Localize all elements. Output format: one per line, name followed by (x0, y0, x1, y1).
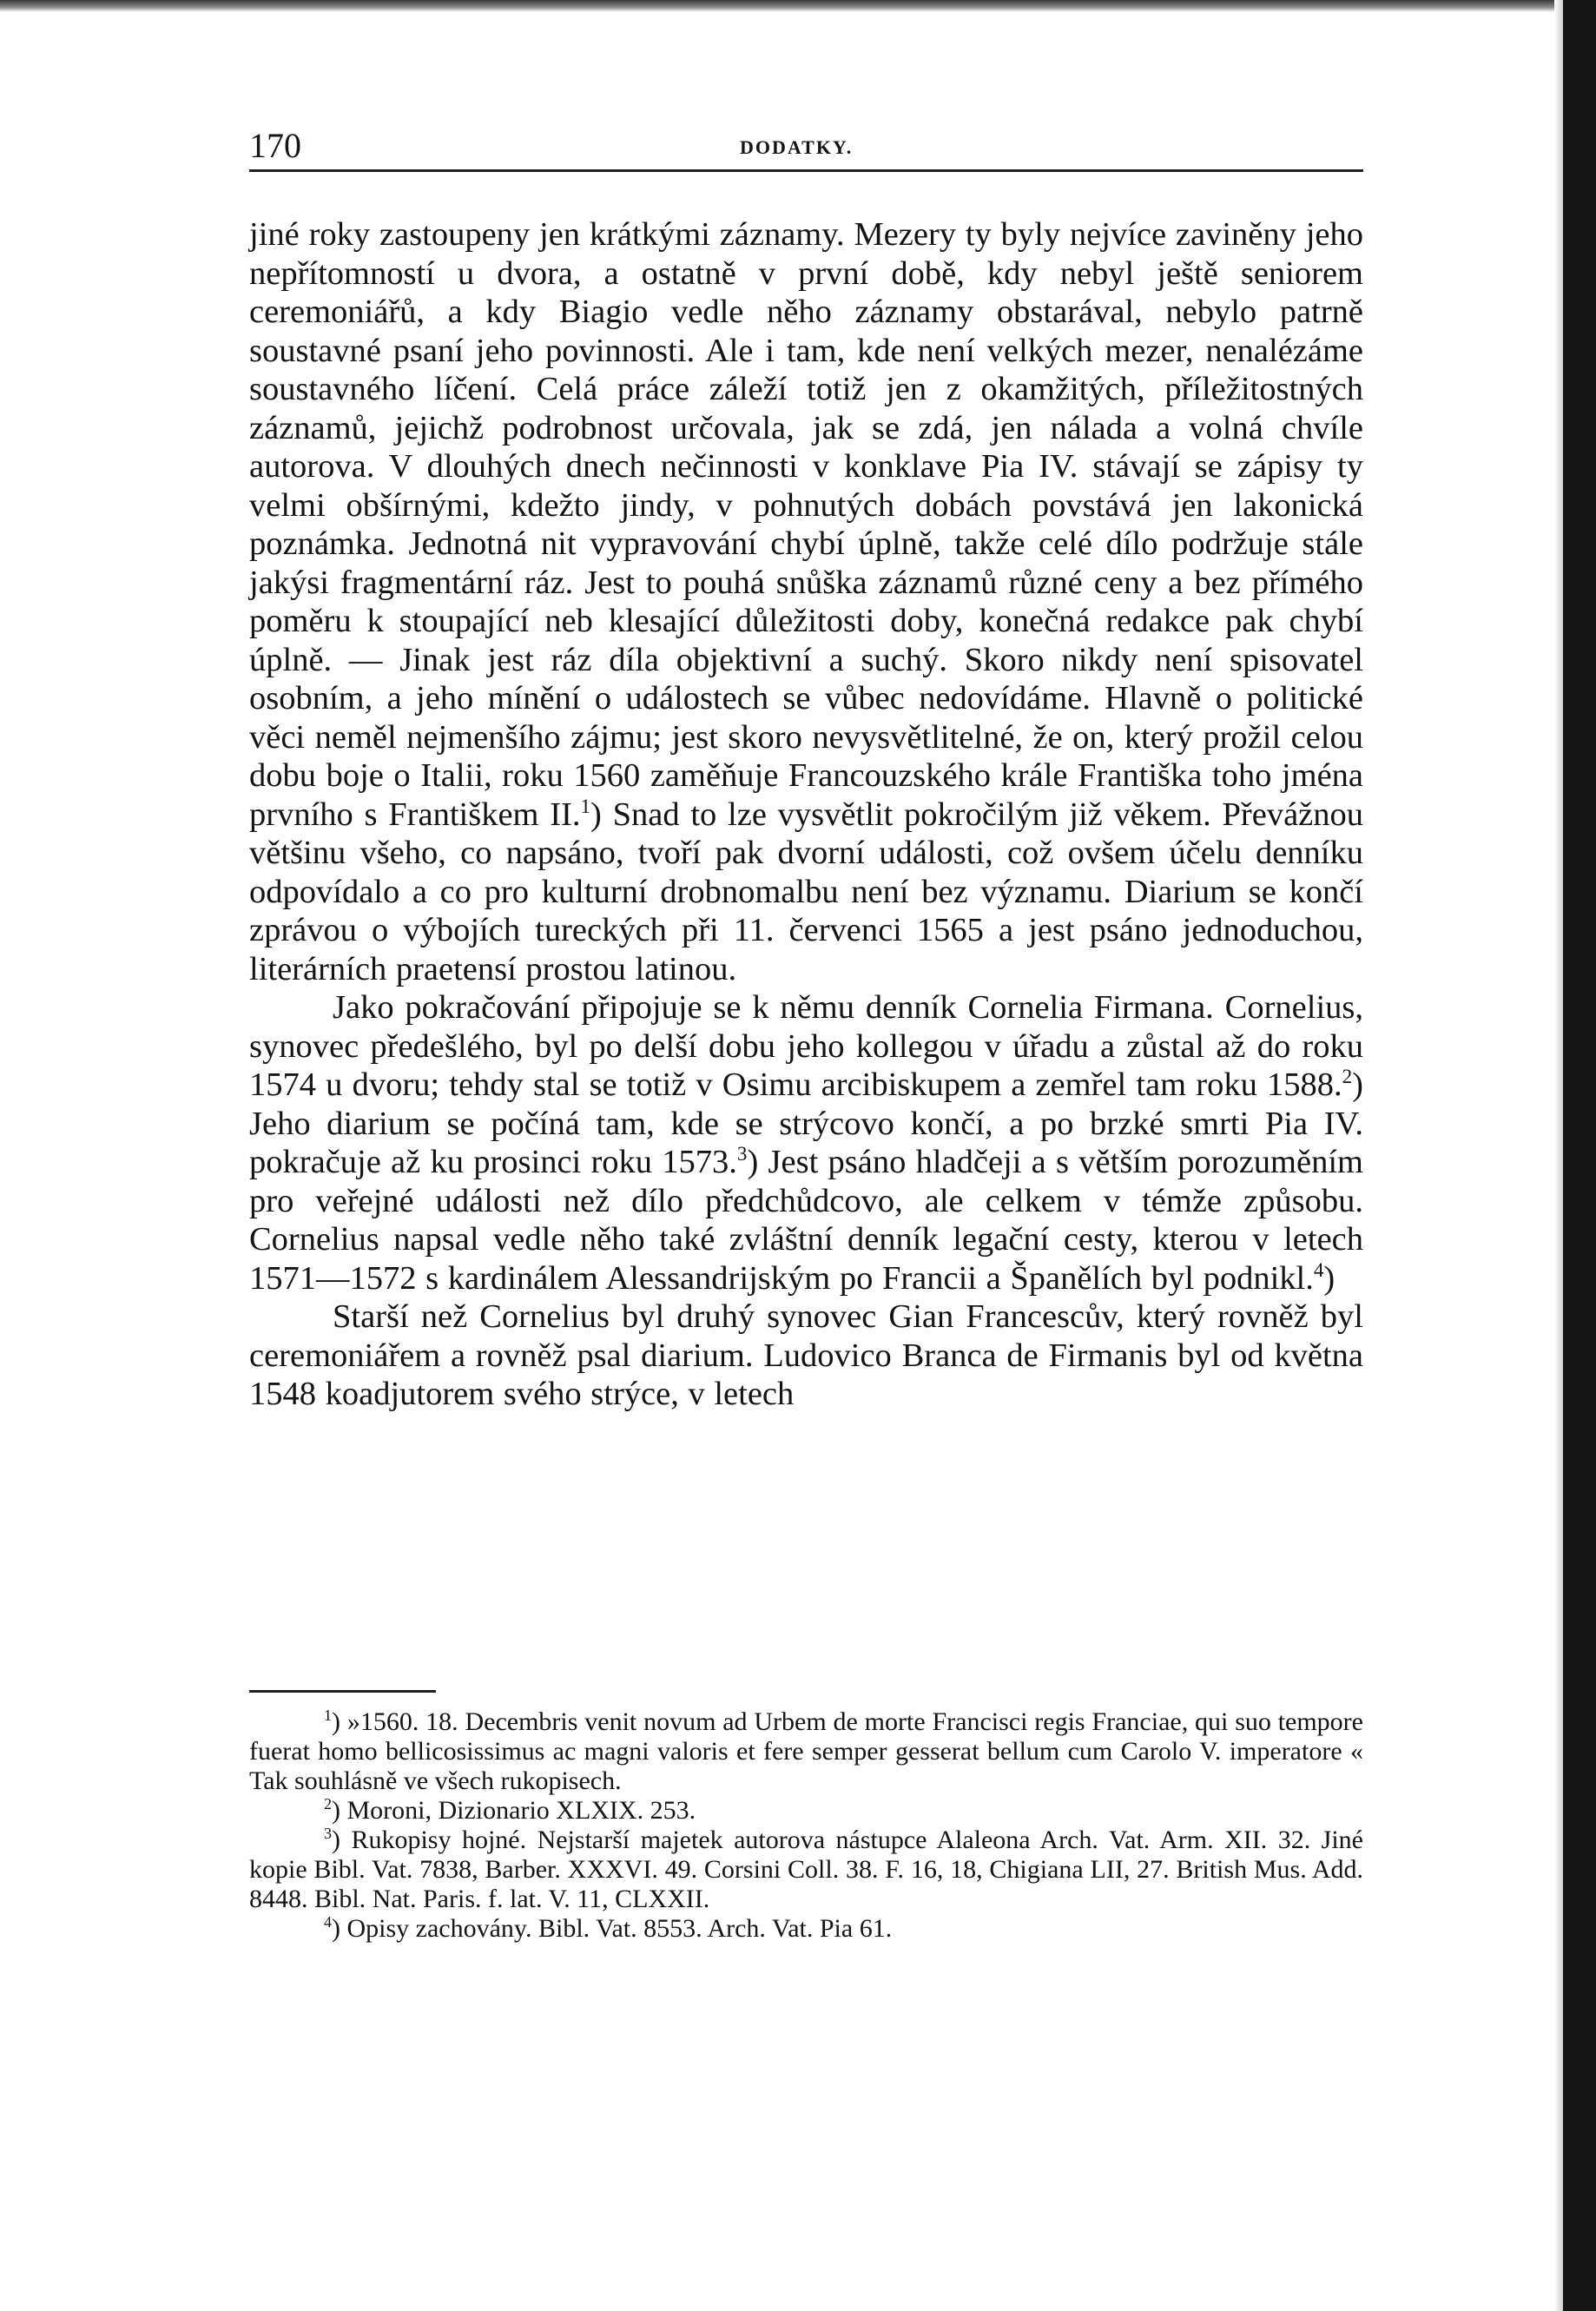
footnote-ref-2: 2 (1342, 1065, 1353, 1088)
footnote-1-text: ) »1560. 18. Decembris venit novum ad Urbem de morte Francisci regis Franciae, qui suo tempore fuerat homo bellicosissimus ac magni valoris et fere semper gesserat bellum cum Carolo V. imperatore « Tak souhlásně ve všech rukopisech. (249, 1707, 1363, 1795)
paragraph-2-text-d: ) (1323, 1259, 1335, 1297)
paragraph-1-text-b: ) Snad to lze vysvětlit pokročilým již věkem. Převážnou většinu všeho, co napsáno, tvoří pak dvorní události, což ovšem účelu denníku odpovídalo a co pro kulturní drobnomalbu není bez významu. Diarium se končí zprávou o výbojích tureckých při 11. červenci 1565 a jest psáno jednoduchou, literárních praetensí prostou latinou. (249, 796, 1363, 987)
footnote-1 (249, 1707, 1363, 1796)
footnote-2-text: ) Moroni, Dizionario XLXIX. 253. (332, 1796, 696, 1825)
page-number: 170 (249, 126, 301, 165)
footnote-1-marker: 1 (324, 1707, 332, 1724)
footnote-4-marker: 4 (324, 1913, 332, 1931)
footnote-3 (249, 1826, 1363, 1914)
footnote-2-marker: 2 (324, 1795, 332, 1812)
paragraph-2-text-c: ) Jest psáno hladčeji a s větším porozuměním pro veřejné události než dílo předchůdcovo, ale celkem v témže způsobu. Cornelius napsal vedle něho také zvláštní denník legační cesty, kterou v letech 1571—1572 s kardinálem Alessandrijským po Francii a Španělích byl podnikl. (249, 1144, 1363, 1297)
paragraph-1 (249, 215, 1363, 988)
footnote-ref-3: 3 (736, 1142, 748, 1165)
footnote-3-text: ) Rukopisy hojné. Nejstarší majetek autorova nástupce Alaleona Arch. Vat. Arm. XII. 32. Jiné kopie Bibl. Vat. 7838, Barber. XXXVI. 49. Corsini Coll. 38. F. 16, 18, Chigiana LII, 27. British Mus. Add. 8448. Bibl. Nat. Paris. f. lat. V. 11, CLXXII. (249, 1826, 1363, 1913)
footnote-ref-1: 1 (580, 794, 591, 817)
footnotes (249, 1707, 1363, 1944)
footnote-4 (249, 1914, 1363, 1944)
footnote-3-marker: 3 (324, 1825, 332, 1842)
scan-gutter-shadow (1554, 0, 1563, 2311)
page-header (249, 126, 1363, 172)
main-text (249, 215, 1363, 1414)
footnote-ref-4: 4 (1313, 1258, 1324, 1281)
paragraph-3: Starší než Cornelius byl druhý synovec Gian Francescův, který rovněž byl ceremoniářem a rovněž psal diarium. Ludovico Branca de Firmanis byl od května 1548 koadjutorem svého strýce, v letech (249, 1298, 1363, 1412)
running-head: DODATKY. (740, 136, 854, 158)
paragraph-2-text-b: ) Jeho diarium se počíná tam, kde se strýcovo končí, a po brzké smrti Pia IV. pokračuje až ku prosinci roku 1573. (249, 1066, 1363, 1180)
scan-right-edge (1563, 0, 1596, 2311)
footnote-separator (249, 1690, 436, 1693)
footnote-4-text: ) Opisy zachovány. Bibl. Vat. 8553. Arch. Vat. Pia 61. (332, 1914, 893, 1943)
footnote-2 (249, 1796, 1363, 1826)
paragraph-2-text-a: Jako pokračování připojuje se k němu denník Cornelia Firmana. Cornelius, synovec předešlého, byl po delší dobu jeho kollegou v úřadu a zůstal až do roku 1574 u dvoru; tehdy stal se totiž v Osimu arcibiskupem a zemřel tam roku 1588. (249, 989, 1363, 1103)
scan-top-edge (0, 0, 1596, 12)
paragraph-1-text-a: jiné roky zastoupeny jen krátkými záznamy. Mezery ty byly nejvíce zaviněny jeho nepřítomností u dvora, a ostatně v první době, kdy nebyl ještě seniorem ceremoniářů, a kdy Biagio vedle něho záznamy obstarával, nebylo patrně soustavné psaní jeho povinnosti. Ale i tam, kde není velkých mezer, nenalézáme soustavného líčení. Celá práce záleží totiž jen z okamžitých, příležitostných záznamů, jejichž podrobnost určovala, jak se zdá, jen nálada a volná chvíle autorova. V dlouhých dnech nečinnosti v konklave Pia IV. stávají se zápisy ty velmi obšírnými, kdežto jindy, v pohnutých dobách povstává jen lakonická poznámka. Jednotná nit vypravování chybí úplně, takže celé dílo podržuje stále jakýsi fragmentární ráz. Jest to pouhá snůška záznamů různé ceny a bez přímého poměru k stoupající neb klesající důležitosti doby, konečná redakce pak chybí úplně. — Jinak jest ráz díla objektivní a suchý. Skoro nikdy není spisovatel osobním, a jeho mínění o událostech se vůbec nedovídáme. Hlavně o politické věci neměl nejmenšího zájmu; jest skoro nevysvětlitelné, že on, který prožil celou dobu boje o Italii, roku 1560 zaměňuje Francouzského krále Františka toho jména prvního s Františkem II. (249, 216, 1363, 833)
paragraph-2 (249, 988, 1363, 1297)
